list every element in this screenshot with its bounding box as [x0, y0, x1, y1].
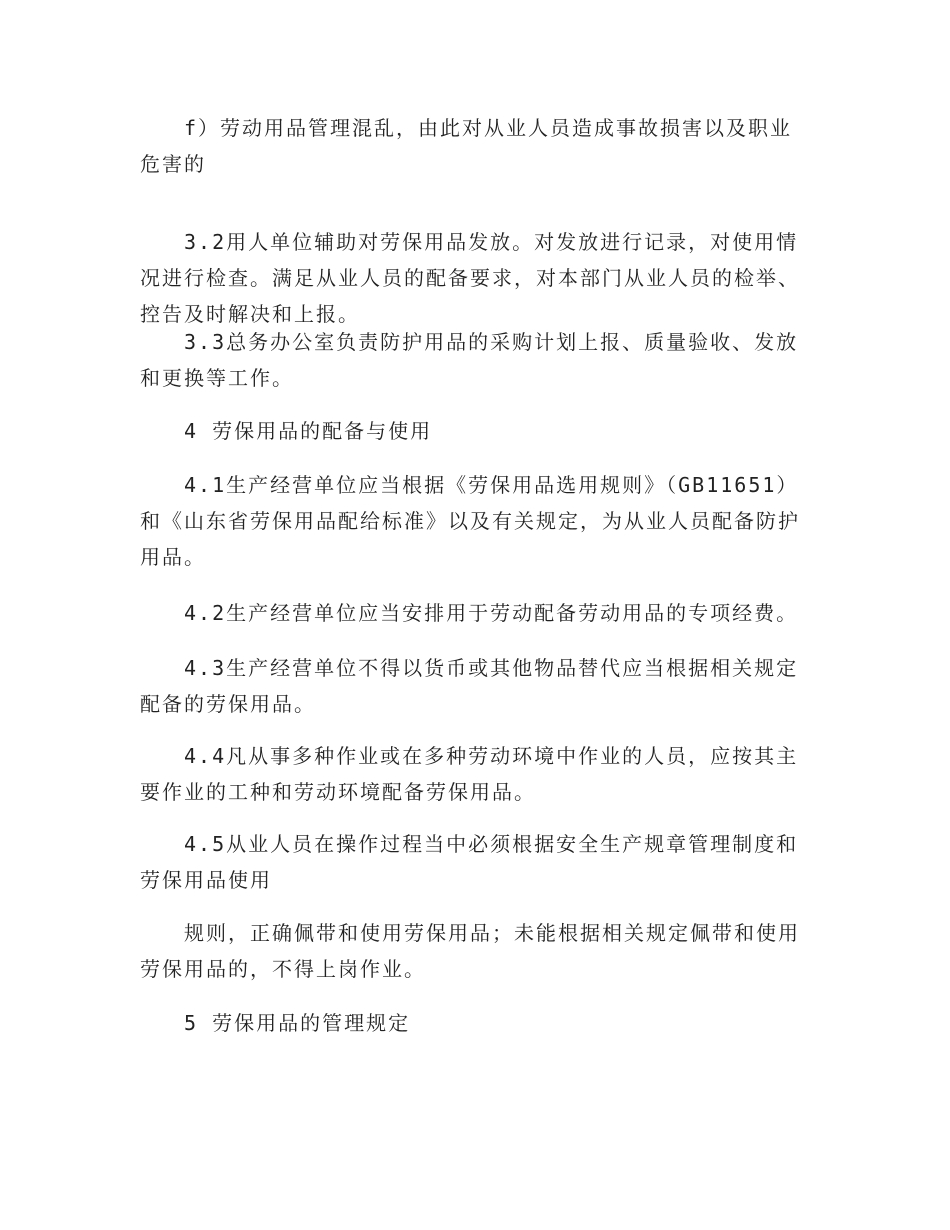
paragraph-3-3: 3.3总务办公室负责防护用品的采购计划上报、质量验收、发放和更换等工作。: [140, 330, 799, 390]
paragraph-4-2: 4.2生产经营单位应当安排用于劳动配备劳动用品的专项经费。: [184, 601, 799, 625]
section-heading-5: 5 劳保用品的管理规定: [184, 1011, 411, 1035]
paragraph-4-3: 4.3生产经营单位不得以货币或其他物品替代应当根据相关规定配备的劳保用品。: [140, 656, 799, 716]
paragraph-4-5-continued: 规则，正确佩带和使用劳保用品；未能根据相关规定佩带和使用劳保用品的，不得上岗作业。: [140, 921, 800, 981]
section-heading-4: 4 劳保用品的配备与使用: [184, 419, 433, 443]
paragraph-4-4: 4.4凡从事多种作业或在多种劳动环境中作业的人员，应按其主要作业的工种和劳动环境配备劳保用品。: [140, 744, 799, 804]
paragraph-3-2: 3.2用人单位辅助对劳保用品发放。对发放进行记录，对使用情况进行检查。满足从业人员的配备要求，对本部门从业人员的检举、控告及时解决和上报。: [140, 230, 800, 326]
paragraph-f-management-chaos: f）劳动用品管理混乱，由此对从业人员造成事故损害以及职业危害的: [140, 116, 793, 176]
paragraph-4-1: 4.1生产经营单位应当根据《劳保用品选用规则》（GB11651）和《山东省劳保用品配给标准》以及有关规定，为从业人员配备防护用品。: [140, 473, 800, 569]
paragraph-4-5: 4.5从业人员在操作过程当中必须根据安全生产规章管理制度和劳保用品使用: [140, 832, 799, 892]
